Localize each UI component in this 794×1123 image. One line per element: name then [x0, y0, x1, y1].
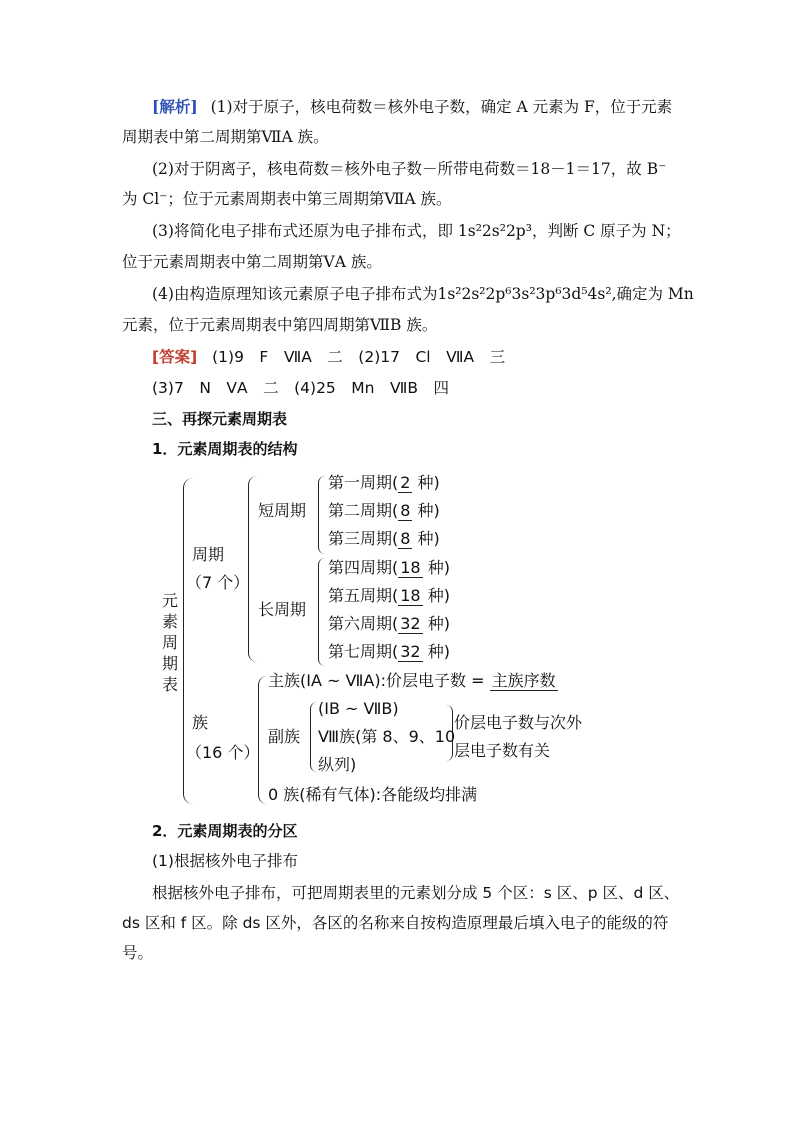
root-label: 元 素 周 期 表 [161, 591, 178, 694]
answer-line-1 [152, 346, 707, 368]
period-count: （7 个） [186, 573, 250, 592]
period-row: 第二周期( 8 种) [328, 501, 440, 520]
paragraph-line-3: 号。 [122, 944, 154, 962]
sub-group-note-1: 价层电子数与次外 [454, 713, 583, 732]
zero-group-row: 0 族(稀有气体):各能级均排满 [268, 785, 478, 804]
section-title-2: 2．元素周期表的分区 [152, 822, 298, 840]
sub-group-brace [310, 702, 317, 772]
group-brace [258, 676, 267, 804]
long-period-label: 长周期 [258, 600, 307, 619]
analysis-line-7: (4)由构造原理知该元素原子电子排布式为1s²2s²2p⁶3s²3p⁶3d⁵4s²,确定为 Mn [152, 285, 694, 303]
period-brace [248, 476, 257, 662]
sub-group-note-2: 层电子数有关 [454, 741, 551, 760]
sub-group-ib: (ⅠB ~ ⅦB) [318, 699, 399, 718]
analysis-text: (1)对于原子，核电荷数＝核外电子数，确定 A 元素为 F，位于元素 [210, 98, 673, 116]
sub-group-right-brace [446, 705, 453, 761]
analysis-line-6: 位于元素周期表中第二周期第ⅤA 族。 [122, 253, 382, 271]
analysis-line-2: 周期表中第二周期第ⅦA 族。 [122, 128, 329, 146]
period-row: 第一周期( 2 种) [328, 473, 440, 492]
group-count: （16 个） [186, 743, 260, 762]
answer-line-2: (3)7 N ⅤA 二 (4)25 Mn ⅦB 四 [152, 379, 449, 397]
sub-group-col: 纵列) [318, 755, 357, 774]
period-row: 第五周期( 18 种) [328, 586, 450, 605]
period-row: 第七周期( 32 种) [328, 642, 450, 661]
period-label: 周期 [192, 545, 225, 564]
subsection-title: 1．元素周期表的结构 [152, 440, 298, 458]
period-row: 第六周期( 32 种) [328, 614, 450, 633]
main-group-row: 主族(ⅠA ~ ⅦA):价层电子数 = 主族序数 [268, 671, 556, 690]
analysis-line-5: (3)将简化电子排布式还原为电子排布式，即 1s²2s²2p³，判断 C 原子为 N； [152, 222, 681, 240]
period-row: 第三周期( 8 种) [328, 529, 440, 548]
group-label: 族 [192, 713, 209, 732]
paragraph-line-2: ds 区和 f 区。除 ds 区外，各区的名称来自按构造原理最后填入电子的能级的符 [122, 914, 669, 932]
analysis-tag: [解析] [152, 97, 198, 116]
analysis-line-3: (2)对于阴离子，核电荷数＝核外电子数－所带电荷数＝18－1＝17，故 B⁻ [152, 160, 667, 178]
subsection-title-2: (1)根据核外电子排布 [152, 852, 298, 870]
answer-text-1: (1)9 F ⅦA 二 (2)17 Cl ⅦA 三 [212, 348, 506, 366]
short-period-brace [318, 476, 325, 554]
paragraph-line-1: 根据核外电子排布，可把周期表里的元素划分成 5 个区：s 区、p 区、d 区、 [152, 884, 680, 902]
short-period-label: 短周期 [258, 501, 307, 520]
sub-group-label: 副族 [268, 727, 301, 746]
analysis-line-1 [152, 96, 707, 118]
analysis-line-8: 元素，位于元素周期表中第四周期第ⅦB 族。 [122, 316, 438, 334]
period-row: 第四周期( 18 种) [328, 558, 450, 577]
answer-tag: [答案] [152, 348, 198, 366]
long-period-brace [318, 558, 325, 666]
sub-group-viii: Ⅷ族(第 8、9、10 [318, 727, 456, 746]
analysis-line-4: 为 Cl⁻；位于元素周期表中第三周期第ⅦA 族。 [122, 190, 452, 208]
section-title: 三、再探元素周期表 [152, 410, 288, 428]
